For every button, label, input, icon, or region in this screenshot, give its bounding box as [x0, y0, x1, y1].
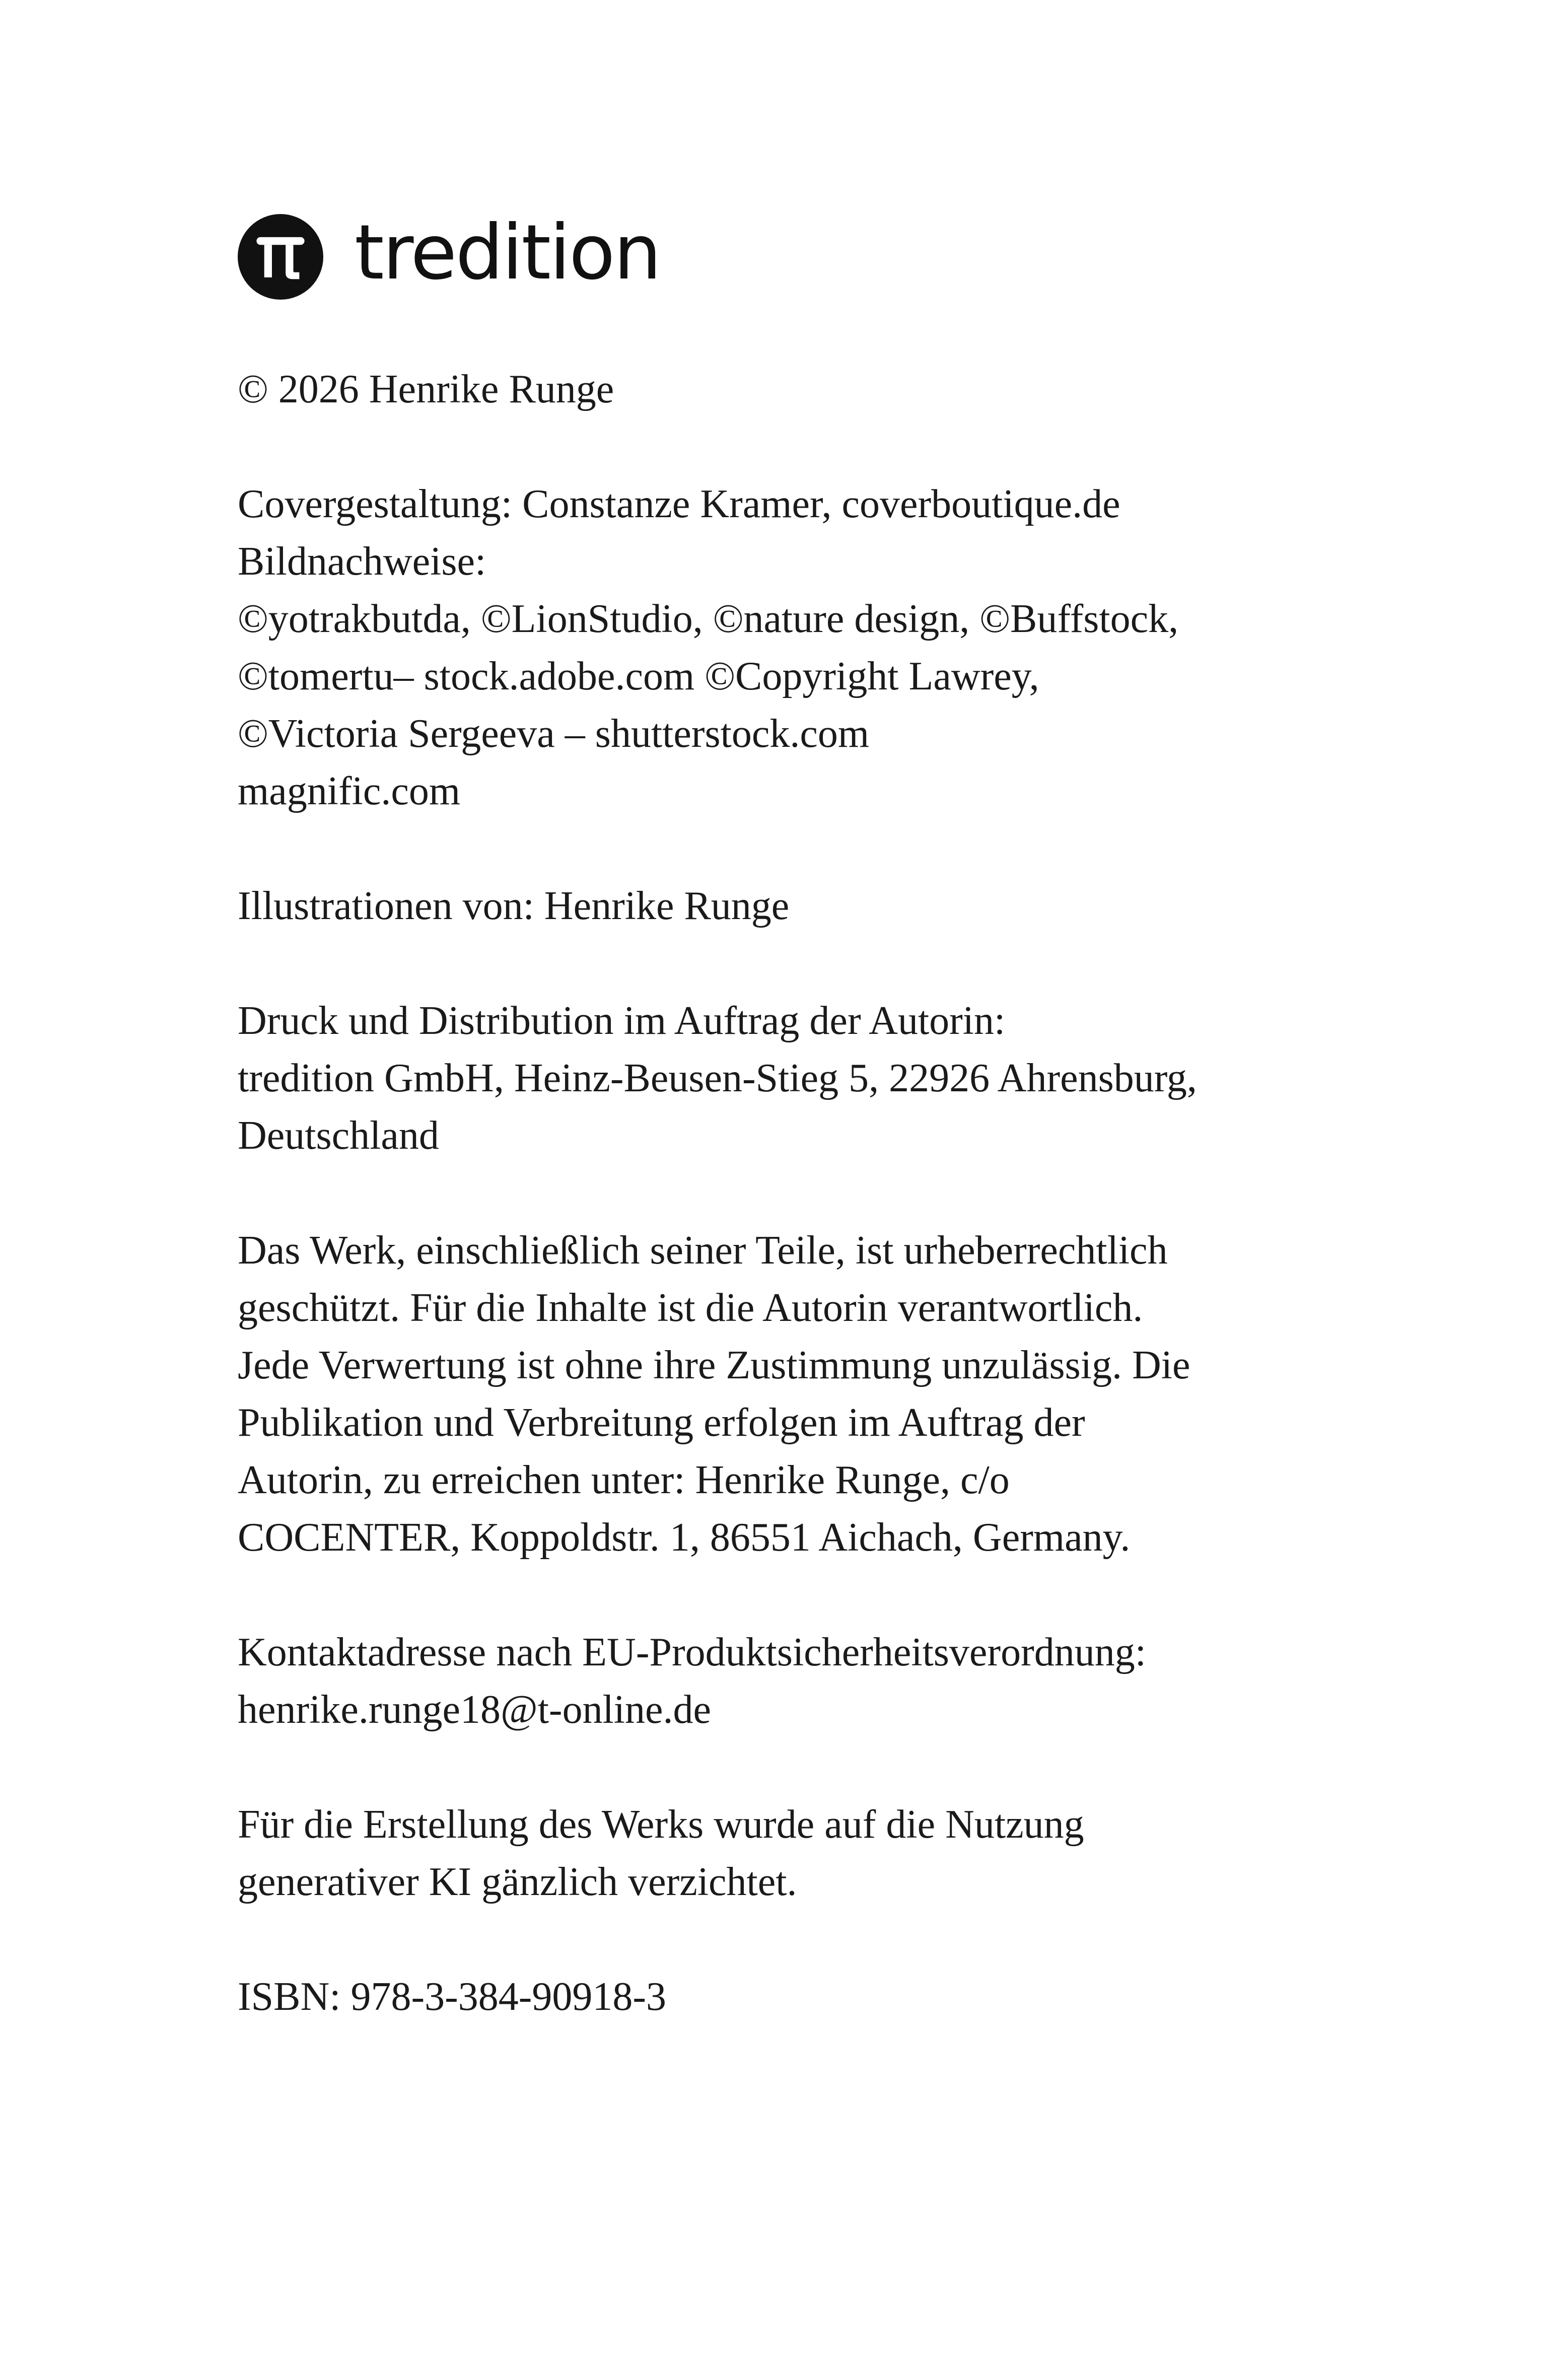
image-credit-line: ©Victoria Sergeeva – shutterstock.com — [238, 712, 870, 756]
illustrations-credit: Illustrationen von: Henrike Runge — [238, 884, 790, 928]
imprint-text — [238, 361, 1346, 2025]
isbn-block — [238, 1968, 1346, 2025]
image-credit-line: ©yotrakbutda, ©LionStudio, ©nature design, ©Buffstock, — [238, 597, 1179, 641]
rights-line: Publikation und Verbreitung erfolgen im Auftrag der — [238, 1401, 1085, 1445]
image-credits-label: Bildnachweise: — [238, 539, 486, 584]
rights-line: geschützt. Für die Inhalte ist die Autorin verantwortlich. — [238, 1286, 1143, 1330]
copyright-block — [238, 361, 1346, 418]
copyright-line: © 2026 Henrike Runge — [238, 367, 614, 411]
ai-notice-line: Für die Erstellung des Werks wurde auf die Nutzung — [238, 1802, 1084, 1847]
rights-line: COCENTER, Koppoldstr. 1, 86551 Aichach, Germany. — [238, 1515, 1131, 1560]
contact-block — [238, 1624, 1346, 1738]
image-credit-line: magnific.com — [238, 769, 461, 813]
print-line: tredition GmbH, Heinz-Beusen-Stieg 5, 22926 Ahrensburg, — [238, 1056, 1197, 1100]
image-credit-line: ©tomertu– stock.adobe.com ©Copyright Lawrey, — [238, 654, 1039, 698]
rights-line: Autorin, zu erreichen unter: Henrike Runge, c/o — [238, 1458, 1010, 1502]
rights-line: Das Werk, einschließlich seiner Teile, ist urheberrechtlich — [238, 1228, 1168, 1273]
rights-line: Jede Verwertung ist ohne ihre Zustimmung unzulässig. Die — [238, 1343, 1190, 1387]
publisher-name: tredition — [355, 209, 660, 297]
print-block — [238, 992, 1346, 1164]
credits-block — [238, 475, 1346, 820]
print-line: Druck und Distribution im Auftrag der Autorin: — [238, 999, 1006, 1043]
isbn-line: ISBN: 978-3-384-90918-3 — [238, 1975, 667, 2019]
ai-notice-line: generativer KI gänzlich verzichtet. — [238, 1860, 797, 1904]
cover-credit: Covergestaltung: Constanze Kramer, coverboutique.de — [238, 482, 1120, 526]
contact-email: henrike.runge18@t-online.de — [238, 1688, 712, 1732]
illustrations-block — [238, 877, 1346, 935]
rights-block — [238, 1222, 1346, 1566]
tredition-t-logo-icon — [238, 214, 323, 300]
ai-notice-block — [238, 1796, 1346, 1911]
publisher-logo — [238, 209, 660, 300]
contact-label: Kontaktadresse nach EU-Produktsicherheitsverordnung: — [238, 1630, 1146, 1674]
print-line: Deutschland — [238, 1113, 439, 1158]
